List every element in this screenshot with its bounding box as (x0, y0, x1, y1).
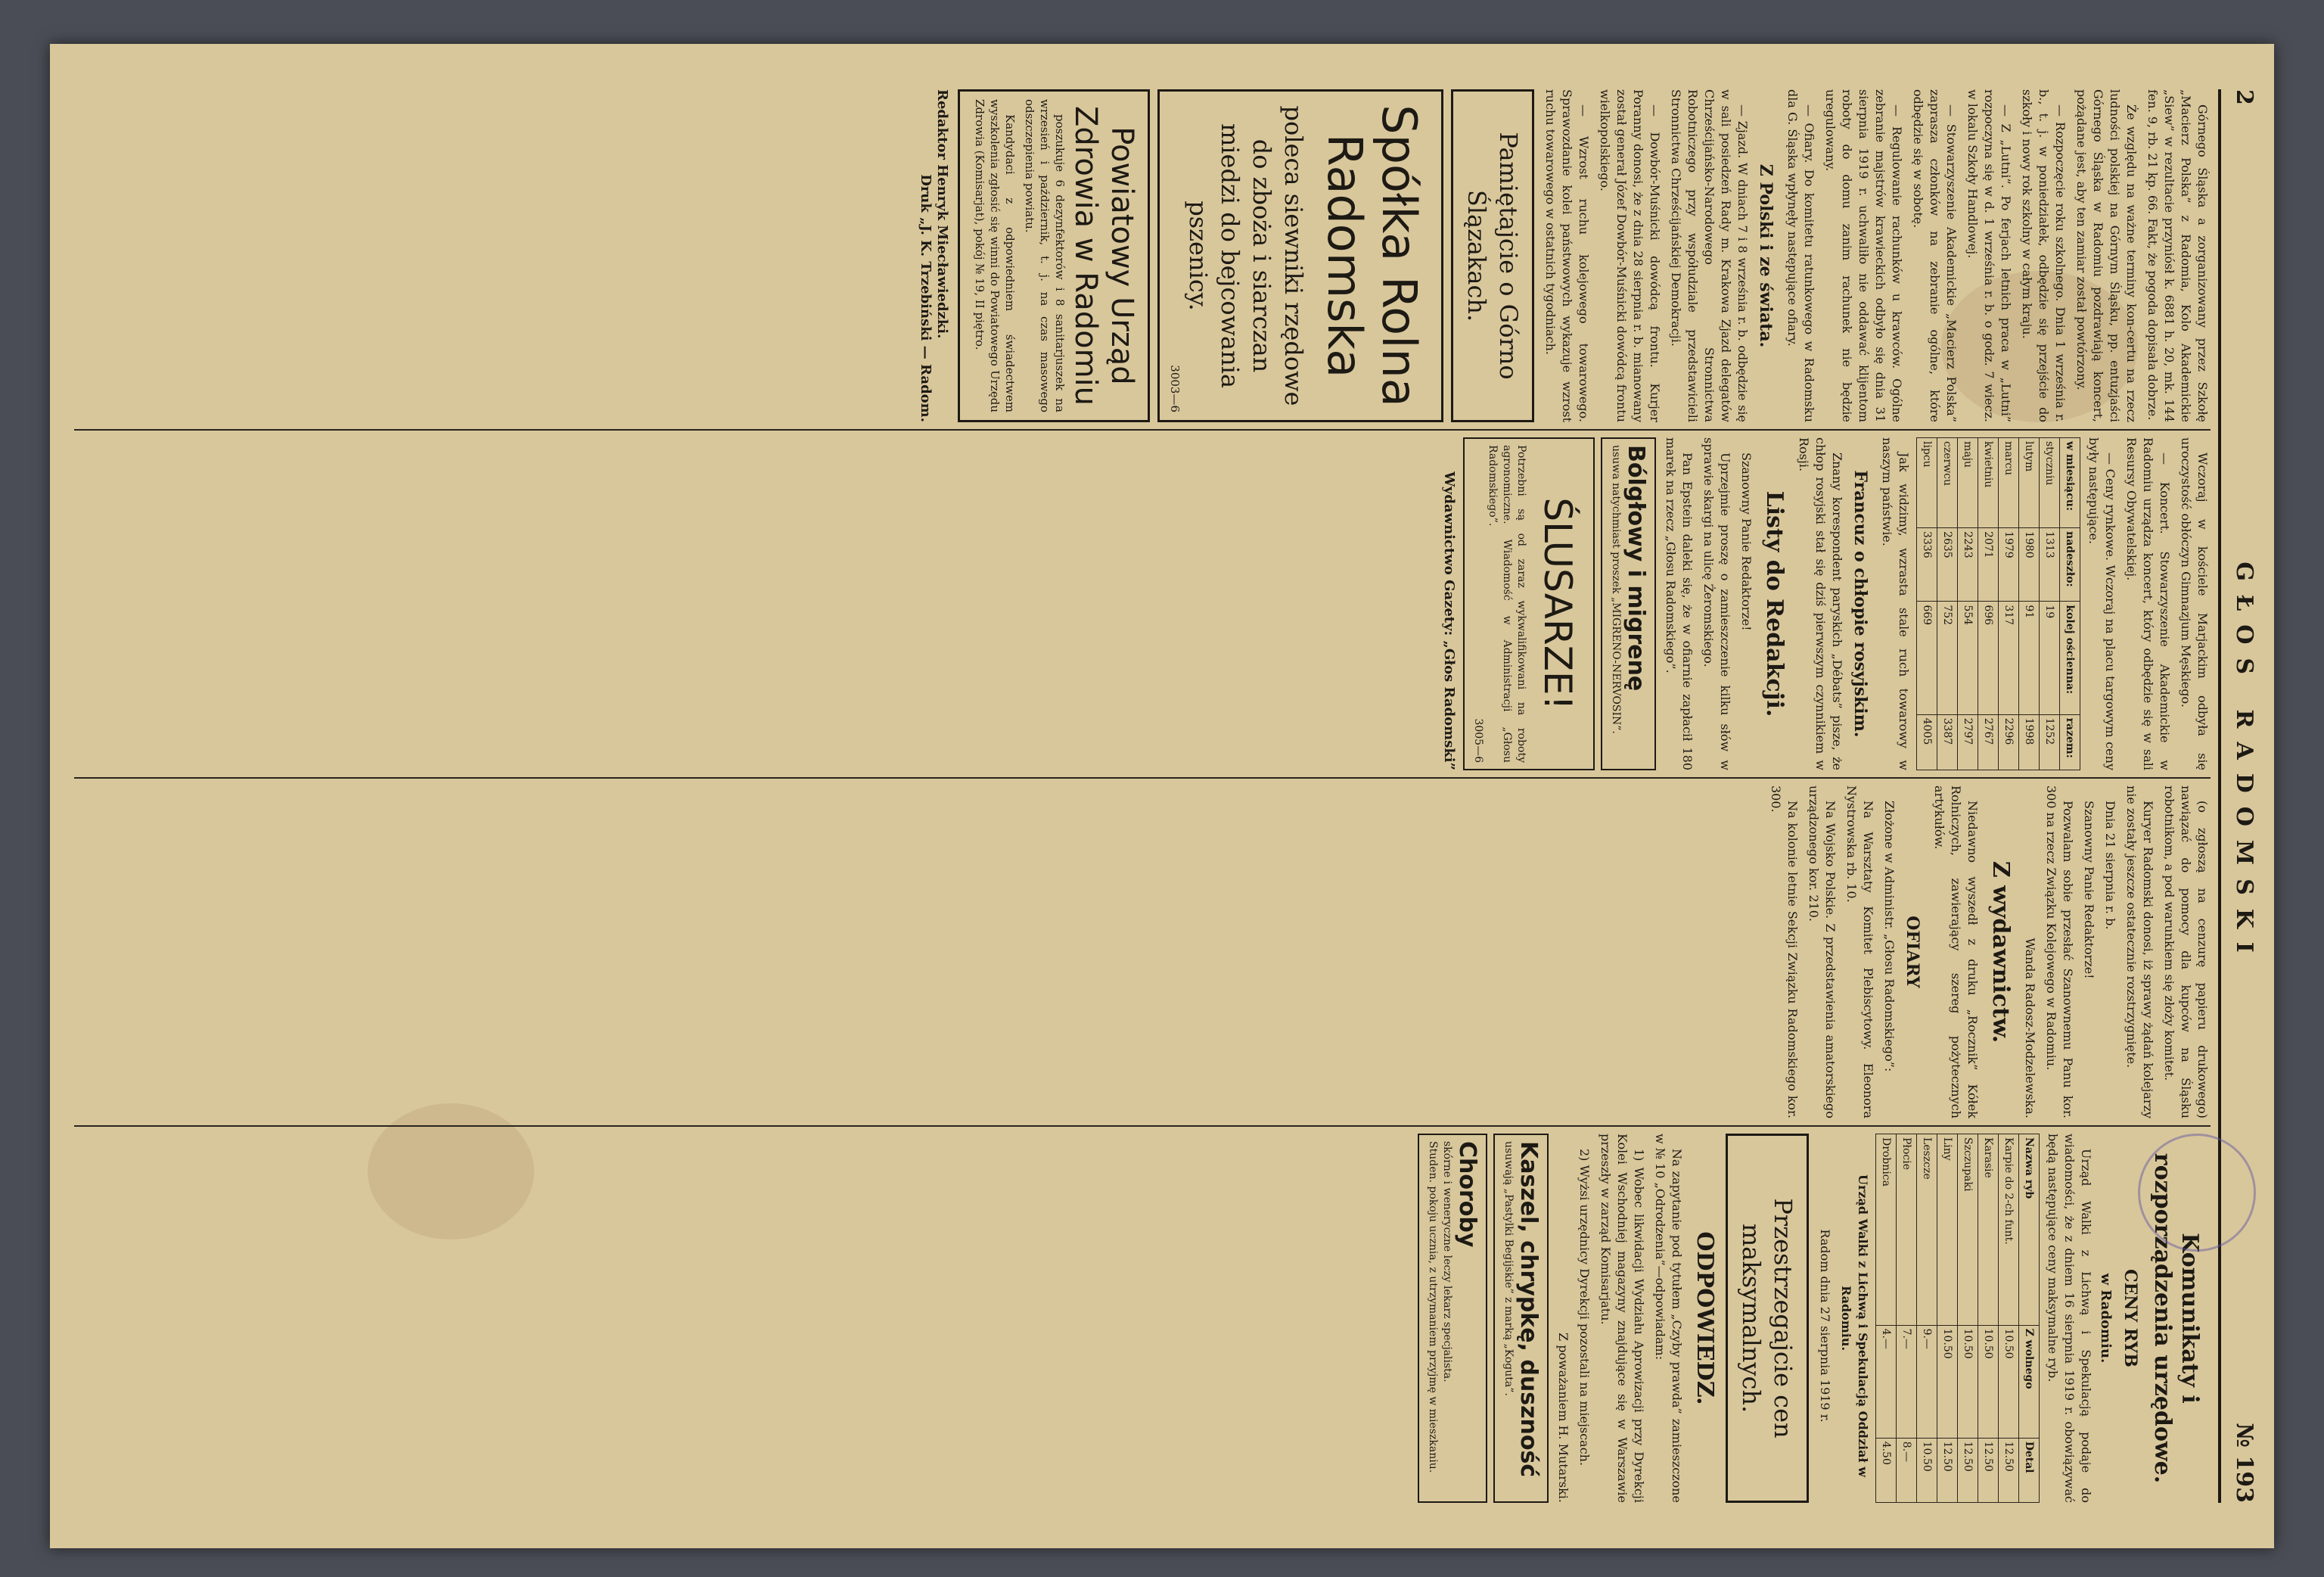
column-1 (74, 89, 2211, 422)
table-cell: czerwcu (1937, 438, 1958, 528)
article-paragraph: Znany korespondent paryskich „Débats” pisze, że chłop rosyjski stał się dziś pierwszym czynnikiem w Rosji. (1797, 437, 1844, 770)
table-row (1917, 438, 1937, 770)
table-cell: 10.50 (1937, 1325, 1958, 1438)
table-header-cell: Detal (2019, 1438, 2040, 1502)
table-cell: 10.50 (1978, 1325, 1999, 1438)
article-paragraph: Jak widzimy, wzrasta stale ruch towarowy w naszym państwie. (1880, 437, 1911, 770)
price-notice-box (1726, 1134, 1809, 1503)
reminder-box (1451, 89, 1534, 422)
table-cell: 2071 (1978, 528, 1999, 602)
article-paragraph: Dnia 21 sierpnia r. b. (2103, 801, 2117, 930)
table-header-cell: Nazwa ryb (2019, 1134, 2040, 1326)
table-cell: 10.50 (1958, 1325, 1978, 1438)
table-cell: 10.50 (1917, 1438, 1937, 1502)
masthead: GŁOS RADOMSKI (2231, 561, 2258, 966)
article-paragraph: — Zjazd. W dniach 7 i 8 września r. b. odbędzie się w sali posiedzeń Rady m. Krakowa Zjazd delegatów Chrześcijańsko-Narodowego Stronnictwa Robotniczego przy współudziale przedstawicieli Stronnictwa Chrześcijańskiej Demokracji. (1669, 89, 1750, 422)
section-heading: Z Polski i ze świata. (1756, 163, 1776, 348)
article-paragraph: — Koncert. Stowarzyszenie Akademickie w Radomiu urządza koncert, który odbędzie się w sali Resursy Obywatelskiej. (2124, 437, 2172, 770)
article-paragraph: Na Wojsko Polskie. Z przedstawienia amatorskiego urządzonego kor. 210. (1807, 785, 1838, 1118)
section-heading: Francuz o chłopie rosyjskim. (1850, 470, 1870, 738)
signature: Z poważaniem H. Mutarski. (1556, 1333, 1571, 1503)
table-cell: 4.— (1876, 1325, 1897, 1438)
advert-text: usuwają „Pastylki Begijskie” z marką „Koguta”. (1502, 1141, 1515, 1396)
article-paragraph: — Rozpoczęcie roku szkolnego. Dnia 1 września r. b., t. j. w poniedziałek, odbędzie się przejście do szkoły i nowy rok szkolny w całym kraju. (2020, 89, 2068, 422)
table-header-cell: w miesiącu: (2060, 438, 2080, 528)
fish-price-table (1875, 1134, 2040, 1503)
column-4 (74, 1134, 2211, 1503)
table-cell: Leszcze (1917, 1134, 1937, 1326)
table-cell: 1980 (2019, 528, 2040, 602)
page-header (2218, 89, 2268, 1503)
advert-title: Powiatowy Urząd Zdrowia w Radomiu (1068, 105, 1139, 406)
column-rule (74, 777, 2211, 779)
reminder-text: Pamiętajcie o Górno Ślązakach. (1462, 132, 1523, 380)
rotated-page-content (50, 44, 2274, 1548)
table-cell: maju (1958, 438, 1978, 528)
editor-line: Redaktor Henryk Miecławiedzki. (934, 89, 950, 339)
table-row (2040, 438, 2060, 770)
table-cell: marcu (1999, 438, 2019, 528)
advert-title: Choroby (1454, 1141, 1480, 1248)
issue-number: № 193 (2231, 1423, 2258, 1503)
table-cell: 2797 (1958, 714, 1978, 770)
advert-code: 3005—6 (1472, 718, 1484, 763)
table-cell: 4.50 (1876, 1438, 1897, 1502)
article-paragraph: — Wzrost ruchu kolejowego towarowego. Sprawozdanie kolei państwowych wykazuje wzrost ruchu towarowego w ostatnich tygodniach. (1543, 89, 1591, 422)
section-heading: OFIARY (1903, 916, 1922, 988)
table-header-cell: kolej ościenna: (2060, 602, 2080, 714)
page-number: 2 (2231, 89, 2258, 105)
article-paragraph: Na zapytanie pod tytułem „Czyby prawda” zamieszczone w № 10 „Odrodzenia”—odpowiadam: (1653, 1134, 1684, 1503)
signature: Wanda Radosz-Modzelewska. (2023, 938, 2037, 1118)
article-paragraph: Urząd Walki z Lichwą i Spekulacją podaje do wiadomości, że z dniem 16 sierpnia 1919 r. obowiązywać będą następujące ceny maksymalne ryb. (2046, 1134, 2093, 1503)
column-rule (74, 1125, 2211, 1127)
section-subheading: w Radomiu. (2098, 1273, 2114, 1364)
office-signature: Urząd Walki z Lichwą i Spekulacją Oddział w Radomiu. (1839, 1174, 1870, 1477)
table-cell: 3387 (1937, 714, 1958, 770)
table-cell: 1998 (2019, 714, 2040, 770)
printer-line: Druk „J. K. Trzebiński — Radom. (918, 174, 934, 422)
article-paragraph: Pan Epstein daleki się, że w ofiarnie zapłacił 180 marek na rzecz „Głosu Radomskiego”. (1664, 437, 1695, 770)
article-paragraph: — Z „Lutni”. Po ferjach letnich praca w „Lutni” rozpoczyna się w d. 1 września r. b. o godz. 7 wiecz. w lokalu Szkoły Handlowej. (1965, 89, 2013, 422)
advert-choroby (1418, 1134, 1487, 1503)
table-row (1978, 438, 1999, 770)
table-header-cell: razem: (2060, 714, 2080, 770)
advert-title: Kaszel, chrypkę, duszność (1515, 1141, 1542, 1478)
column-2 (74, 437, 2211, 770)
table-cell: styczniu (2040, 438, 2060, 528)
advert-slusarze (1463, 437, 1595, 770)
table-cell: 10.50 (1999, 1325, 2019, 1438)
table-cell: 1313 (2040, 528, 2060, 602)
column-rule (74, 429, 2211, 431)
advert-text: usuwa natychmiast proszek „MIGRENO-NERVOSIN”. (1610, 445, 1622, 734)
table-cell: 9.— (1917, 1325, 1937, 1438)
table-row (1876, 1134, 1897, 1503)
newspaper-page (50, 44, 2274, 1548)
table-cell: 2767 (1978, 714, 1999, 770)
article-paragraph: Niedawno wyszedł z druku „Rocznik” Kółek Rolniczych, zawierający szereg pożytecznych artykułów. (1932, 785, 1980, 1118)
advert-title: Spółka Rolna Radomska (1317, 104, 1427, 407)
table-cell: 12.50 (1999, 1438, 2019, 1502)
table-cell: Karasie (1978, 1134, 1999, 1326)
article-paragraph: Pozwalam sobie przesłać Szanownemu Panu kor. 300 na rzecz Związku Kolejowego w Radomiu. (2044, 785, 2075, 1118)
table-row (1999, 1134, 2019, 1503)
article-paragraph: Wczoraj w kościele Marjackim odbyła się uroczystość obłóczyn Gimnazjum Męskiego. (2179, 437, 2210, 770)
advert-migreno (1601, 437, 1656, 770)
table-row (1937, 1134, 1958, 1503)
table-row (1978, 1134, 1999, 1503)
table-cell: 554 (1958, 602, 1978, 714)
table-cell: Karpie do 2-ch funt. (1999, 1134, 2019, 1326)
article-paragraph: — Ofiary. Do komitetu ratunkowego w Radomsku dla G. Śląska wpłynęły następujące ofiary. (1785, 89, 1816, 422)
article-paragraph: Uprzejmie proszę o zamieszczenie kilku słów w sprawie skargi na ulicę Żeromskiego. (1701, 437, 1732, 770)
advert-text: Kandydaci z odpowiedniem świadectwem wyszkolenia zgłosić się winni do Powiatowego Urzędu Zdrowia (Komisarjat), pokój № 19, II piętro. (973, 99, 1017, 412)
table-cell: Szczupaki (1958, 1134, 1978, 1326)
table-row (1937, 438, 1958, 770)
table-row (1917, 1134, 1937, 1503)
table-cell: Drobnica (1876, 1134, 1897, 1326)
section-heading: Z wydawnictw. (1987, 860, 2014, 1044)
table-cell: 696 (1978, 602, 1999, 714)
article-paragraph: Górnego Śląska a zorganizowany przez Szkołę „Macierz Polska” z Radomia, Kolo Akademickie „Siew” w rezultacie przyniósł k. 6881 h. 20, mk. 144 fen. 9, rb. 21 kp. 66. Fakt, że pogoda dopisała dobrze. (2145, 89, 2210, 422)
table-cell: 7.— (1897, 1325, 1917, 1438)
article-paragraph: Na Warsztaty Komitet Plebiscytowy. Eleonora Nystrowska rb. 10. (1844, 785, 1875, 1118)
article-paragraph: — Regulowanie rachunków u krawców. Ogólne zebranie majstrów krawieckich odbyło się dnia 31 sierpnia 1919 r. uchwaliło nie oddawać klijentom roboty do domu zanim rachunek nie będzie uregulowany. (1823, 89, 1904, 422)
table-cell: 12.50 (1958, 1438, 1978, 1502)
article-paragraph: Złożone w Administr. „Głosu Radomskiego”: (1882, 801, 1897, 1072)
table-cell: 12.50 (1978, 1438, 1999, 1502)
table-header-row (2060, 438, 2080, 770)
table-header-row (2019, 1134, 2040, 1503)
table-cell: 3336 (1917, 528, 1937, 602)
advert-title: Bólgłowy i migrenę (1623, 445, 1649, 692)
article-paragraph: (o zgłoszą na cenzurę papieru drukowego) nawiązać do pomocy dla kupców na Śląsku robotnikom, a pod warunkiem się złoży komitet. (2162, 785, 2210, 1118)
article-paragraph: — Dowbór-Muśnicki dowódcą frontu. Kurjer Poranny donosi, że z dnia 28 sierpnia r. b. mianowany został generał Józef Dowbór-Muśnicki dowódcą frontu wielkopolskiego. (1598, 89, 1662, 422)
column-3 (74, 785, 2211, 1118)
table-row (1897, 1134, 1917, 1503)
table-cell: 12.50 (1937, 1438, 1958, 1502)
table-row (1999, 438, 2019, 770)
table-header-cell: nadeszło: (2060, 528, 2080, 602)
table-header-cell: Z wolnego (2019, 1325, 2040, 1438)
table-cell: 1252 (2040, 714, 2060, 770)
table-cell: lutym (2019, 438, 2040, 528)
article-paragraph: — Ceny rynkowe. Wczoraj na placu targowym ceny były następujące. (2086, 437, 2117, 770)
table-cell: Liny (1937, 1134, 1958, 1326)
table-cell: kwietniu (1978, 438, 1999, 528)
advert-spolka-rolna (1157, 89, 1443, 422)
advert-text: skórne i weneryczne leczy lekarz specjalista. (1441, 1141, 1453, 1383)
advert-pastylki (1493, 1134, 1549, 1503)
publisher-line: Wydawnictwo Gazety: „Głos Radomski” (1441, 471, 1457, 770)
table-cell: 19 (2040, 602, 2060, 714)
wagon-table (1916, 437, 2080, 770)
table-cell: 752 (1937, 602, 1958, 714)
section-heading: ODPOWIEDZ. (1692, 1231, 1718, 1405)
table-cell: 2243 (1958, 528, 1978, 602)
advert-text: Studen. pokoju ucznia, z utrzymaniem przyjmę w mieszkaniu. (1427, 1141, 1439, 1473)
table-cell: 91 (2019, 602, 2040, 714)
article-paragraph: 1) Wobec likwidacji Wydziału Aprowizacji przy Dyrekcji Kolei Wschodniej magazyny znajdujące się w Warszawie przeszły w zarząd Komisarjatu. (1599, 1134, 1646, 1503)
advert-text: poleca siewniki rzędowe do zboża i siarczan miedzi do bejcowania pszenicy. (1184, 105, 1308, 406)
table-cell: 8.— (1897, 1438, 1917, 1502)
article-paragraph: Że względu na ważne terminy kon-certu na rzecz ludności polskiej na Górnym Śląsku, pp. entuzjaści Górnego Śląska w Radomiu pozdrawiają koncert, pożądane jest, aby ten zamiar został powtórzony. (2074, 89, 2139, 422)
advert-code: 3003—6 (1168, 365, 1182, 412)
advert-text: Potrzebni są od zaraz wykwalifikowani na roboty agronomiczne. Wiadomość w Administracji „Głosu Radomskiego”. (1487, 445, 1527, 763)
article-paragraph: Kuryer Radomski donosi, iż sprawy żądań kolejarzy nie zostały jeszcze ostatecznie rozstrzygnięte. (2124, 785, 2155, 1118)
table-cell: Płocie (1897, 1134, 1917, 1326)
section-heading: CENY RYB (2120, 1269, 2140, 1367)
library-stamp-icon (2138, 1134, 2256, 1252)
table-cell: 2635 (1937, 528, 1958, 602)
table-cell: 669 (1917, 602, 1937, 714)
advert-text: poszukuje 6 dezynfektorów i 8 sanitarjuszek na wrzesień i październik, t. j. na czas masowego odszczepienia powiatu. (1023, 99, 1067, 412)
table-row (1958, 438, 1978, 770)
table-cell: lipcu (1917, 438, 1937, 528)
section-heading: Listy do Redakcji. (1761, 490, 1788, 717)
table-cell: 4005 (1917, 714, 1937, 770)
table-cell: 317 (1999, 602, 2019, 714)
table-cell: 2296 (1999, 714, 2019, 770)
article-paragraph: Szanowny Panie Redaktorze! (2082, 801, 2096, 979)
article-paragraph: Szanowny Panie Redaktorze! (1739, 453, 1754, 631)
advert-urzad-zdrowia (958, 89, 1150, 422)
article-paragraph: — Stowarzyszenie Akademickie „Macierz Polska” zaprasza członków na zebranie ogólne, które odbędzie się w sobotę. (1911, 89, 1959, 422)
article-paragraph: Na kolonie letnie Sekcji Związku Radomskiego kor. 300. (1769, 785, 1800, 1118)
advert-title: ŚLUSARZE! (1536, 497, 1580, 711)
table-row (2019, 438, 2040, 770)
table-row (1958, 1134, 1978, 1503)
date-line: Radom dnia 27 sierpnia 1919 r. (1818, 1229, 1832, 1423)
table-cell: 1979 (1999, 528, 2019, 602)
notice-text: Przestrzegajcie cen maksymalnych. (1737, 1198, 1797, 1439)
section-heading: Komunikaty i rozporządzenia urzędowe. (2149, 1152, 2203, 1484)
article-paragraph: 2) Wyżsi urzędnicy Dyrekcji pozostali na miejscach. (1577, 1149, 1592, 1467)
